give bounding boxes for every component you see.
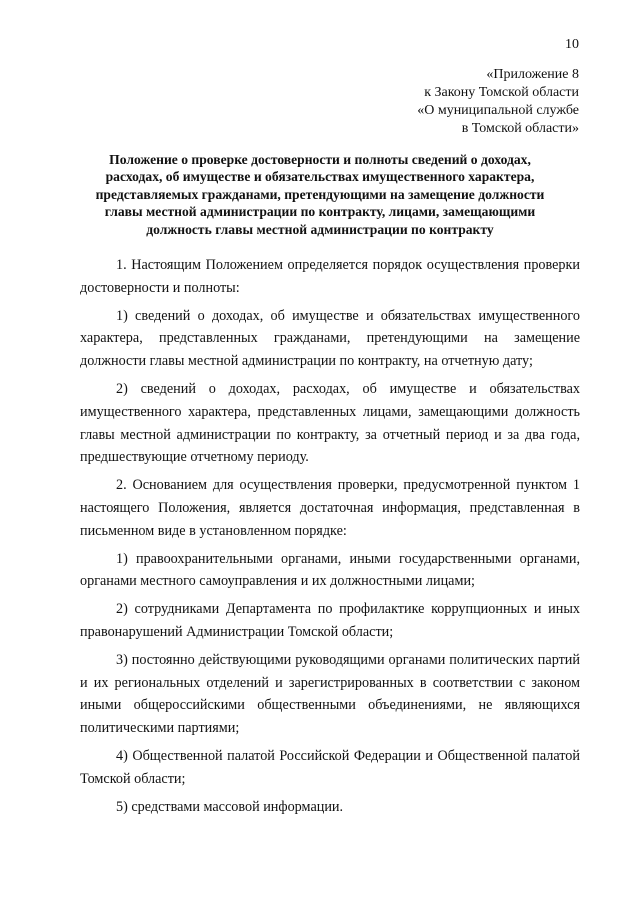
title-line: представляемых гражданами, претендующими на замещение должности — [95, 186, 545, 202]
title-line: расходах, об имуществе и обязательствах имущественного характера, — [105, 169, 535, 185]
title-line: должность главы местной администрации по контракту — [146, 221, 494, 237]
paragraph-2-3: 3) постоянно действующими руководящими органами политических партий и их региональных отделений и зарегистрированных в соответствии с законом иными общероссийскими общественными объединениями, не являющихся политическими партиями; — [80, 651, 580, 737]
document-title — [80, 151, 560, 238]
appendix-line: к Закону Томской области — [424, 85, 579, 100]
appendix-reference — [417, 66, 579, 138]
appendix-line: «О муниципальной службе — [417, 103, 579, 118]
document-body — [80, 254, 580, 823]
title-line: главы местной администрации по контракту, лицами, замещающими — [104, 204, 536, 220]
paragraph-2-5: 5) средствами массовой информации. — [116, 798, 344, 815]
paragraph-2-1: 1) правоохранительными органами, иными государственными органами, органами местного самоуправления и их должностными лицами; — [80, 550, 580, 590]
paragraph-2-2: 2) сотрудниками Департамента по профилактике коррупционных и иных правонарушений Администрации Томской области; — [80, 601, 580, 640]
paragraph-2-4: 4) Общественной палатой Российской Федерации и Общественной палатой Томской области; — [80, 747, 580, 787]
appendix-line: в Томской области» — [461, 121, 579, 136]
appendix-line: «Приложение 8 — [486, 67, 579, 82]
paragraph-1-1: 1) сведений о доходах, об имуществе и обязательствах имущественного характера, представленных гражданами, претендующими на замещение должности главы местной администрации по контракту, на отчетную дату; — [80, 307, 580, 370]
title-line: Положение о проверке достоверности и полноты сведений о доходах, — [109, 152, 531, 167]
page-number: 10 — [565, 37, 579, 52]
paragraph-1-2: 2) сведений о доходах, расходах, об имуществе и обязательствах имущественного характера, представленных лицами, замещающими должность главы местной администрации по контракту, за отчетный период и за два года, предшествующие отчетному периоду. — [80, 380, 580, 466]
paragraph-1: 1. Настоящим Положением определяется порядок осуществления проверки достоверности и полноты: — [80, 257, 580, 296]
paragraph-2: 2. Основанием для осуществления проверки, предусмотренной пунктом 1 настоящего Положения, является достаточная информация, представленная в письменном виде в установленном порядке: — [80, 477, 580, 539]
